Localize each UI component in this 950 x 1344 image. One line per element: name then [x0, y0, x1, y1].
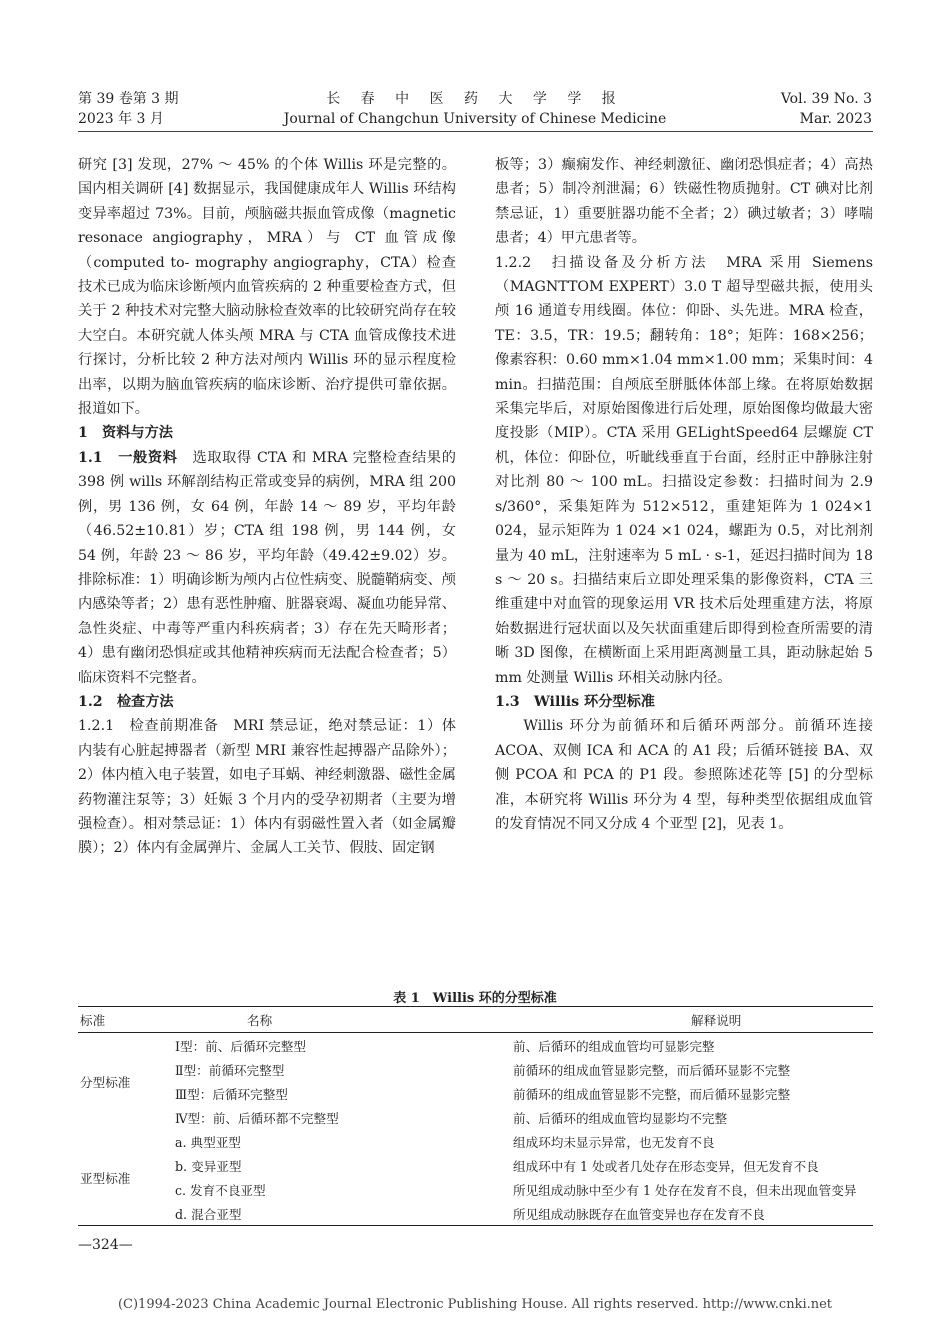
- section-heading: 1 资料与方法: [78, 425, 173, 442]
- table-row: [78, 1201, 873, 1226]
- left-column: [78, 153, 456, 861]
- copyright-footer: (C)1994-2023 China Academic Journal Electronic Publishing House. All rights reserved. http://www.cnki.net: [117, 1297, 833, 1312]
- table-cell: 组成环均未显示异常，也无发育不良: [513, 1134, 715, 1150]
- header-divider: [78, 131, 873, 132]
- paragraph: Willis 环分为前循环和后循环两部分。前循环连接 ACOA、双侧 ICA 和 ACA 的 A1 段；后循环链接 BA、双侧 PCOA 和 PCA 的 P1 段。参照陈述花等 [5] 的分型标准，本研究将 Willis 环分为 4 型，每种类型依据组成血管的发育情况不同又分成 4 个亚型 [2]，见表 1。: [495, 718, 873, 832]
- table-row: [78, 1033, 873, 1058]
- paragraph: 选取取得 CTA 和 MRA 完整检查结果的 398 例 wills 环解剖结构正常或变异的病例，MRA 组 200 例，男 136 例，女 64 例，年龄 14 ～ 89 岁，平均年龄（46.52±10.81）岁；CTA 组 198 例，男 144 例，女 54 例，年龄 23 ～ 86 岁，平均年龄（49.42±9.02）岁。排除标准：1）明确诊断为颅内占位性病变、脱髓鞘病变、颅内感染等者；2）患有恶性肿瘤、脏器衰竭、凝血功能异常、急性炎症、中毒等严重内科疾病者；3）存在先天畸形者；4）患有幽闭恐惧症或其他精神疾病而无法配合检查者；5）临床资料不完整者。: [78, 449, 456, 686]
- table-cell: Ⅰ型：前、后循环完整型: [175, 1038, 306, 1054]
- volume-issue-en: Vol. 39 No. 3: [780, 91, 872, 107]
- subsection-heading: 1.3 Willis 环分型标准: [495, 693, 655, 710]
- table-cell: Ⅳ型：前、后循环都不完整型: [175, 1110, 339, 1126]
- table-cell: 所见组成动脉中至少有 1 处存在发育不良，但未出现血管变异: [513, 1182, 857, 1198]
- subsection-heading: 1.2 检查方法: [78, 693, 174, 710]
- classification-table: [78, 1006, 873, 1226]
- table-row: [78, 1129, 873, 1153]
- table-header-cell: 解释说明: [511, 1007, 873, 1033]
- table-caption: 表 1 Willis 环的分型标准: [393, 991, 557, 1006]
- table-cell: d. 混合亚型: [167, 1201, 511, 1226]
- table-cell: 组成环中有 1 处或者几处存在形态变异，但无发育不良: [513, 1158, 819, 1174]
- table-cell: 前循环的组成血管显影不完整，而后循环显影完整: [513, 1086, 791, 1102]
- volume-issue: 第 39 卷第 3 期: [78, 91, 179, 107]
- journal-title-cn: 长 春 中 医 药 大 学 学 报: [326, 91, 624, 107]
- table-cell: Ⅱ型：前循环完整型: [175, 1062, 285, 1078]
- table-cell: c. 发育不良亚型: [175, 1182, 266, 1198]
- subsubsection-heading: 1.2.2 扫描设备及分析方法: [495, 254, 709, 271]
- header-right: [781, 89, 872, 129]
- paragraph: 板等；3）癫痫发作、神经刺激征、幽闭恐惧症者；4）高热患者；5）制冷剂泄漏；6）铁磁性物质抛射。CT 碘对比剂禁忌证，1）重要脏器功能不全者；2）碘过敏者；3）哮喘患者；4）甲亢患者等。: [495, 157, 873, 247]
- table-cell: a. 典型亚型: [175, 1134, 241, 1150]
- issue-date-en: Mar. 2023: [799, 111, 872, 127]
- table-header-cell: 标准: [78, 1007, 167, 1033]
- table-header-row: [78, 1007, 873, 1033]
- table-cell: 前循环的组成血管显影完整，而后循环显影不完整: [513, 1062, 791, 1078]
- paragraph: MRA 采用 Siemens（MAGNTTOM EXPERT）3.0 T 超导型磁共振，使用头颅 16 通道专用线圈。体位：仰卧、头先进。MRA 检查，TE：3.5，TR：19.5；翻转角：18°；矩阵：168×256；像素容积：0.60 mm×1.04 mm×1.00 mm；采集时间：4 min。扫描范围：自颅底至胼胝体体部上缘。在将原始数据采集完毕后，对原始图像进行后处理，原始图像均做最大密度投影（MIP）。CTA 采用 GELightSpeed64 层螺旋 CT 机，体位：仰卧位，听眦线垂直于台面，经肘正中静脉注射对比剂 80 ～ 100 mL。扫描设定参数：扫描时间为 2.9 s/360°，采集矩阵为 512×512，重建矩阵为 1 024×1 024，显示矩阵为 1 024 ×1 024，螺距为 0.5，对比剂剂量为 40 mL，注射速率为 5 mL · s-1，延迟扫描时间为 18 s ～ 20 s。扫描结束后立即处理采集的影像资料，CTA 三维重建中对血管的现象运用 VR 技术后处理重建方法，将原始数据进行冠状面以及矢状面重建后即得到检查所需要的清晰 3D 图像，在横断面上采用距离测量工具，距动脉起始 5 mm 处测量 Willis 环相关动脉内径。: [495, 254, 873, 686]
- table-header-cell: 名称: [167, 1007, 511, 1033]
- table-cell: 前、后循环的组成血管均显影均不完整: [513, 1110, 728, 1126]
- table-cell: 前、后循环的组成血管均可显影完整: [513, 1038, 715, 1054]
- subsection-heading: 1.1 一般资料: [78, 449, 178, 466]
- table-row: [78, 1177, 873, 1201]
- table-row: [78, 1105, 873, 1129]
- table-group-label: 分型标准: [80, 1074, 131, 1090]
- journal-title-en: Journal of Changchun University of Chinese Medicine: [283, 111, 667, 127]
- table-row: [78, 1081, 873, 1105]
- page-number: —324—: [78, 1237, 133, 1253]
- issue-date: 2023 年 3 月: [78, 111, 164, 127]
- table-cell: b. 变异亚型: [175, 1158, 242, 1174]
- table-cell: Ⅲ型：后循环完整型: [175, 1086, 288, 1102]
- table-cell: 所见组成动脉既存在血管变异也存在发育不良: [511, 1201, 873, 1226]
- right-column: [495, 153, 873, 836]
- table-group-label: 亚型标准: [78, 1129, 167, 1226]
- subsubsection-heading: 1.2.1 检查前期准备: [78, 718, 219, 735]
- paragraph: 研究 [3] 发现，27% ～ 45% 的个体 Willis 环是完整的。国内相关调研 [4] 数据显示，我国健康成年人 Willis 环结构变异率超过 73%。目前，颅脑磁共振血管成像（magnetic resonace angiography，MRA）与 CT 血管成像（computed to- mography angiography，CTA）检查技术已成为临床诊断颅内血管疾病的 2 种重要检查方式，但关于 2 种技术对完整大脑动脉检查效率的比较研究尚存在较大空白。本研究就人体头颅 MRA 与 CTA 血管成像技术进行探讨，分析比较 2 种方法对颅内 Willis 环的显示程度检出率，以期为脑血管疾病的临床诊断、治疗提供可靠依据。报道如下。: [78, 157, 456, 418]
- table-row: [78, 1057, 873, 1081]
- paragraph: MRI 禁忌证，绝对禁忌证：1）体内装有心脏起搏器者（新型 MRI 兼容性起搏器产品除外）；2）体内植入电子装置，如电子耳蜗、神经刺激器、磁性金属药物灌注泵等；3）妊娠 3 个月内的受孕初期者（主要为增强检查）。相对禁忌证：1）体内有弱磁性置入者（如金属瓣膜）；2）体内有金属弹片、金属人工关节、假肢、固定钢: [78, 718, 456, 857]
- table-row: [78, 1153, 873, 1177]
